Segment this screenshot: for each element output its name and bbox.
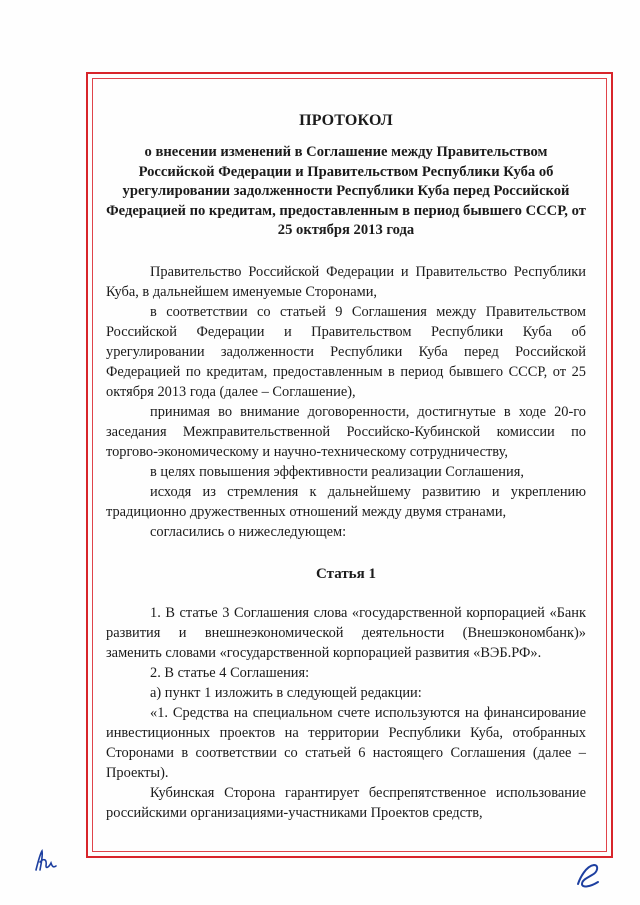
document-content	[106, 100, 586, 823]
preamble	[106, 262, 586, 542]
right-signature-initials	[572, 860, 604, 890]
article-body	[106, 603, 586, 823]
article-paragraph: 1. В статье 3 Соглашения слова «государственной корпорацией «Банк развития и внешнеэкономической деятельности (Внешэкономбанк)» заменить словами «государственной корпорацией развития «ВЭБ.РФ».	[106, 604, 586, 661]
preamble-paragraph: Правительство Российской Федерации и Правительство Республики Куба, в дальнейшем именуемые Сторонами,	[106, 263, 586, 300]
document-title: ПРОТОКОЛ	[299, 112, 393, 129]
preamble-paragraph: в целях повышения эффективности реализации Соглашения,	[150, 463, 524, 480]
article-paragraph: «1. Средства на специальном счете используются на финансирование инвестиционных проектов на территории Республики Куба, отобранных Сторонами в соответствии со статьей 6 настоящего Соглашения (далее – Проекты).	[106, 704, 586, 781]
article-heading: Статья 1	[316, 565, 376, 582]
article-paragraph: 2. В статье 4 Соглашения:	[150, 664, 310, 681]
preamble-paragraph: исходя из стремления к дальнейшему развитию и укреплению традиционно дружественных отношений между двумя странами,	[106, 483, 586, 520]
preamble-paragraph: принимая во внимание договоренности, достигнутые в ходе 20-го заседания Межправительственной Российско-Кубинской комиссии по торгово-экономическому и научно-техническому сотрудничеству,	[106, 403, 586, 460]
article-paragraph: а) пункт 1 изложить в следующей редакции:	[150, 684, 422, 701]
preamble-paragraph: в соответствии со статьей 9 Соглашения между Правительством Российской Федерации и Правительством Республики Куба об урегулировании задолженности Республики Куба перед Российской Федерацией по кредитам, предоставленным в период бывшего СССР, от 25 октября 2013 года (далее – Соглашение),	[106, 303, 586, 400]
document-subtitle: о внесении изменений в Соглашение между Правительством Российской Федерации и Правительством Республики Куба об урегулировании задолженности Республики Куба перед Российской Федерацией по кредитам, предоставленным в период бывшего СССР, от 25 октября 2013 года	[106, 144, 586, 238]
article-paragraph: Кубинская Сторона гарантирует беспрепятственное использование российскими организациями-участниками Проектов средств,	[106, 784, 586, 821]
preamble-paragraph: согласились о нижеследующем:	[150, 523, 347, 540]
left-signature-initials	[32, 848, 62, 874]
